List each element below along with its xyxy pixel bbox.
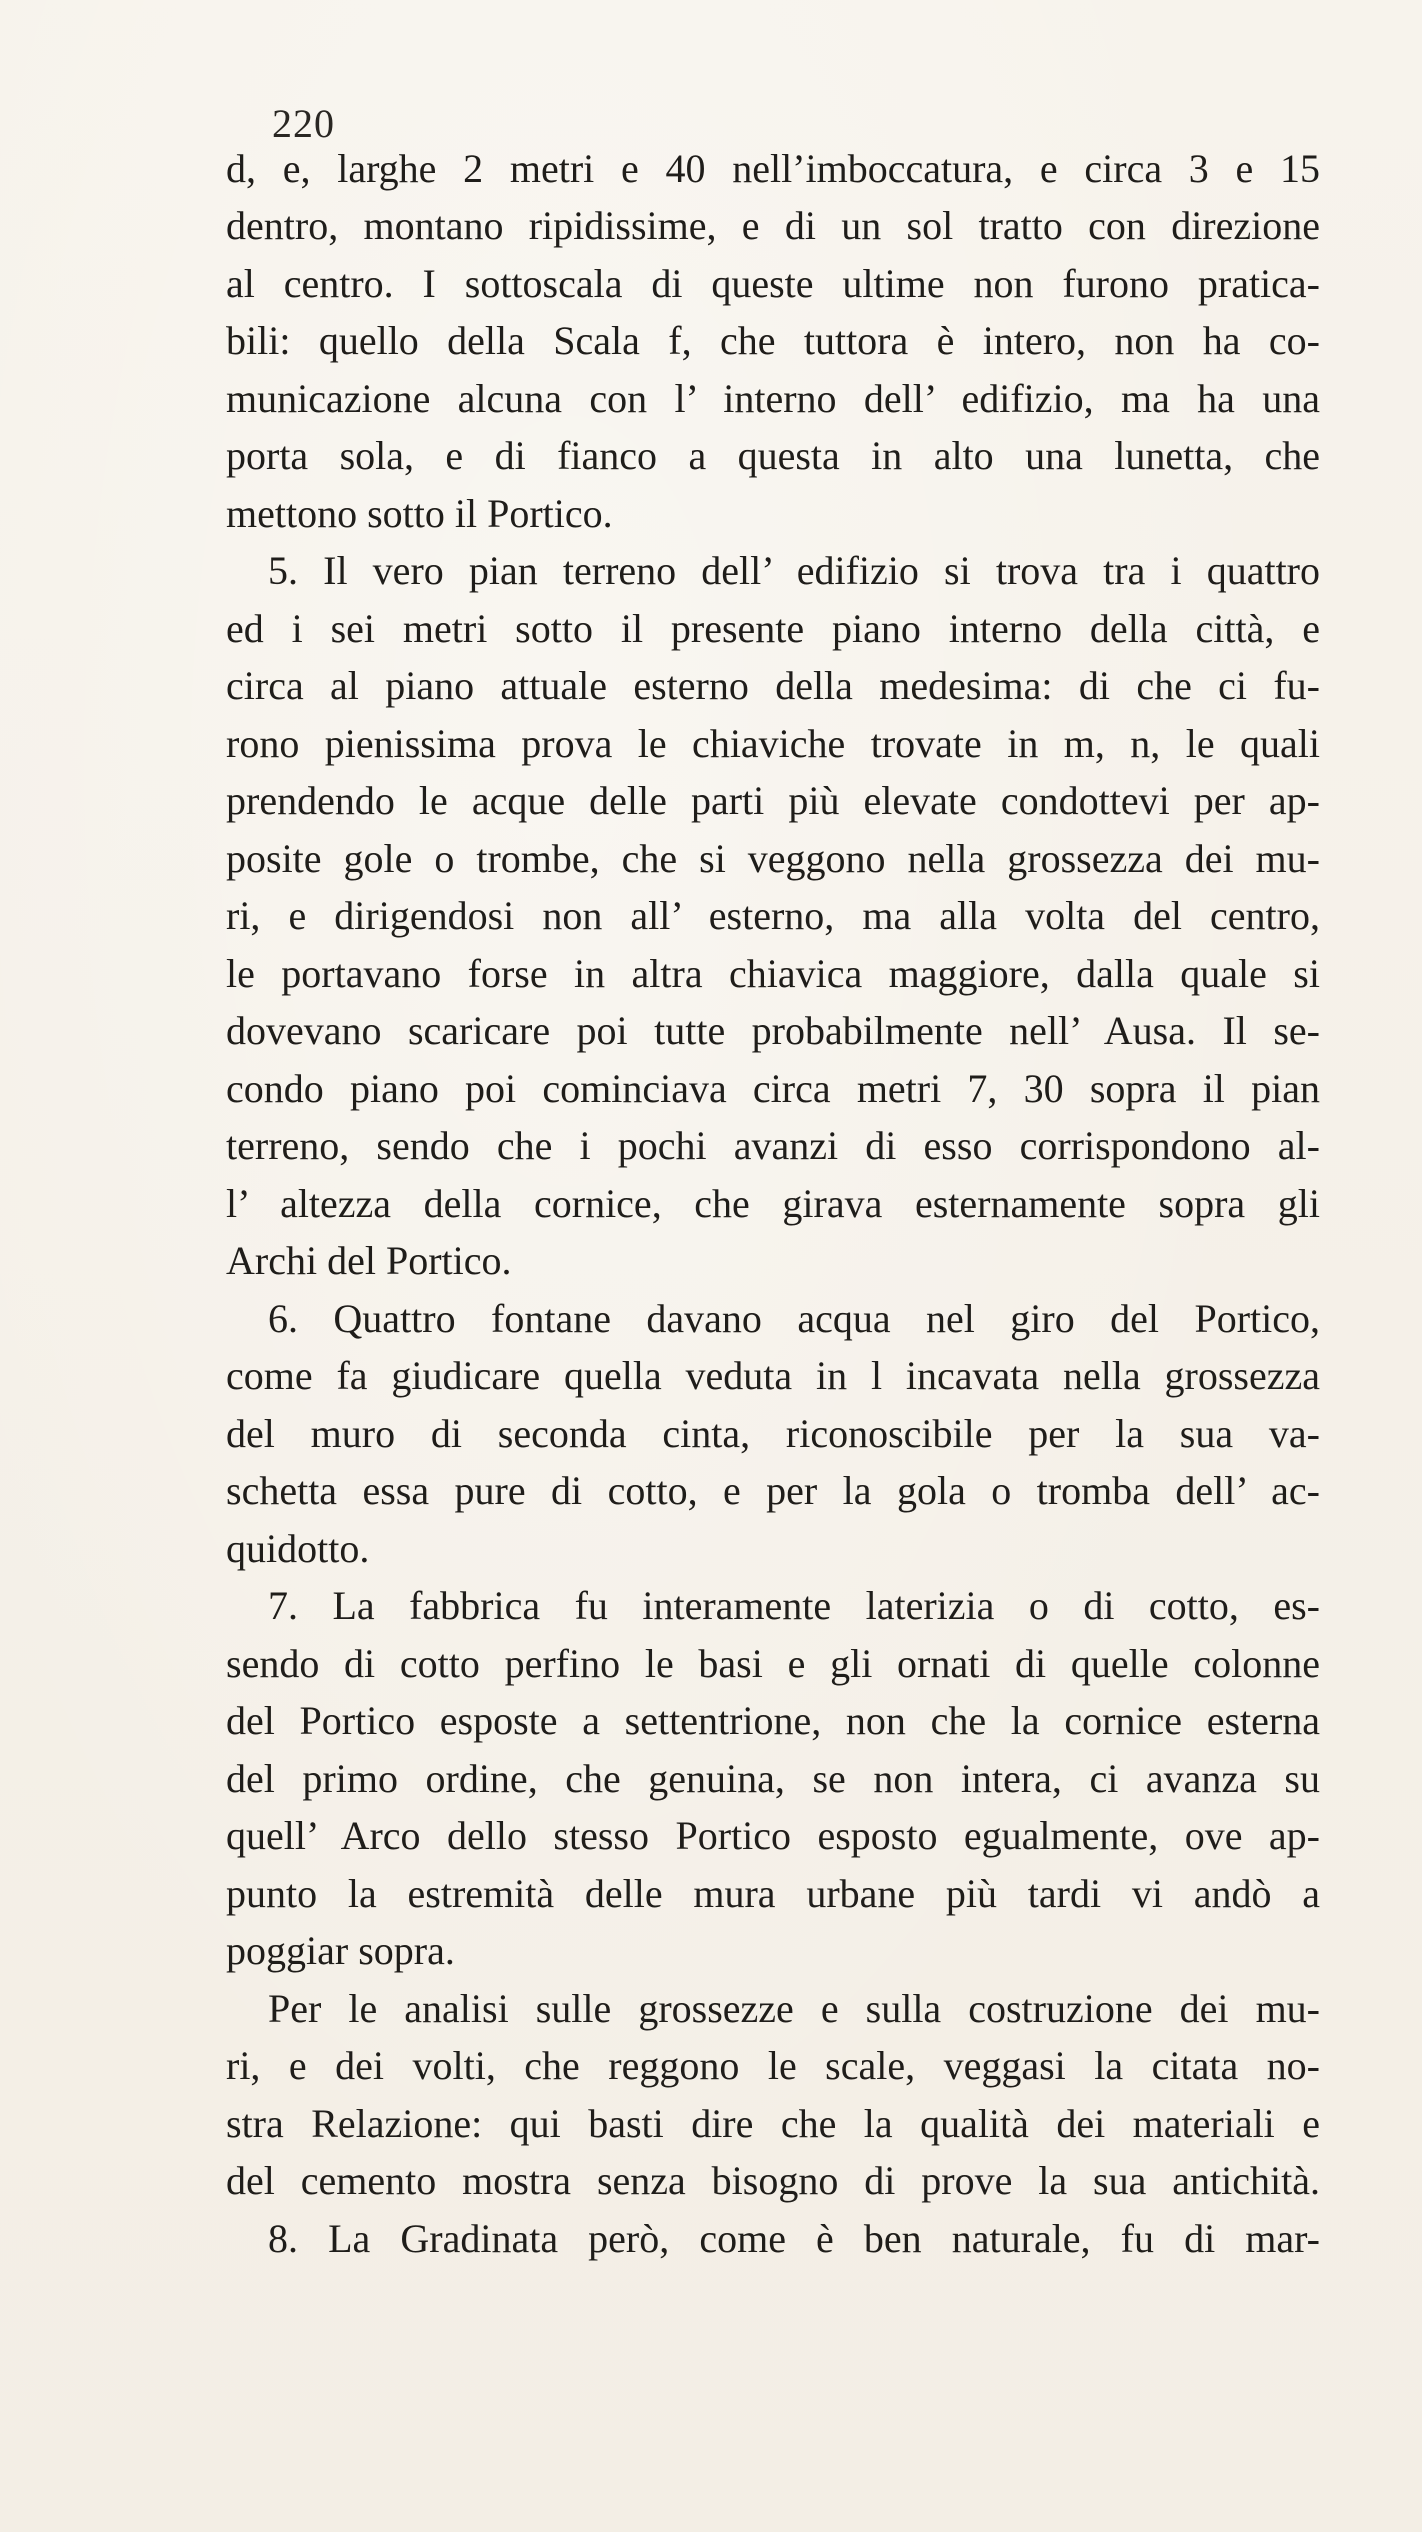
text-line: terreno, sendo che i pochi avanzi di esso corrispondono al-: [226, 1123, 1320, 1168]
text-line: mettono sotto il Portico.: [226, 491, 613, 536]
text-line: circa al piano attuale esterno della medesima: di che ci fu-: [226, 663, 1320, 708]
text-line: stra Relazione: qui basti dire che la qualità dei materiali e: [226, 2101, 1320, 2146]
text-line: condo piano poi cominciava circa metri 7, 30 sopra il pian: [226, 1066, 1320, 1111]
text-line: 8. La Gradinata però, come è ben naturale, fu di mar-: [268, 2216, 1320, 2261]
text-line: del muro di seconda cinta, riconoscibile per la sua va-: [226, 1411, 1320, 1456]
text-line: quidotto.: [226, 1526, 370, 1571]
text-line: porta sola, e di fianco a questa in alto una lunetta, che: [226, 433, 1320, 478]
text-line: ri, e dei volti, che reggono le scale, veggasi la citata no-: [226, 2043, 1320, 2088]
text-line: come fa giudicare quella veduta in l incavata nella grossezza: [226, 1353, 1320, 1398]
text-line: bili: quello della Scala f, che tuttora è intero, non ha co-: [226, 318, 1320, 363]
text-line: del Portico esposte a settentrione, non che la cornice esterna: [226, 1698, 1320, 1743]
text-line: poggiar sopra.: [226, 1928, 455, 1973]
text-line: ed i sei metri sotto il presente piano interno della città, e: [226, 606, 1320, 651]
text-line: municazione alcuna con l’ interno dell’ edifizio, ma ha una: [226, 376, 1320, 421]
text-line: l’ altezza della cornice, che girava esternamente sopra gli: [226, 1181, 1320, 1226]
text-line: le portavano forse in altra chiavica maggiore, dalla quale si: [226, 951, 1320, 996]
text-line: Per le analisi sulle grossezze e sulla costruzione dei mu-: [268, 1986, 1320, 2031]
text-line: 7. La fabbrica fu interamente laterizia o di cotto, es-: [268, 1583, 1320, 1628]
text-line: dentro, montano ripidissime, e di un sol tratto con direzione: [226, 203, 1320, 248]
text-line: del cemento mostra senza bisogno di prove la sua antichità.: [226, 2158, 1320, 2203]
text-line: dovevano scaricare poi tutte probabilmente nell’ Ausa. Il se-: [226, 1008, 1320, 1053]
text-line: 6. Quattro fontane davano acqua nel giro del Portico,: [268, 1296, 1320, 1341]
page-number: 220: [272, 101, 335, 146]
text-line: prendendo le acque delle parti più elevate condottevi per ap-: [226, 778, 1320, 823]
text-line: schetta essa pure di cotto, e per la gola o tromba dell’ ac-: [226, 1468, 1320, 1513]
text-line: punto la estremità delle mura urbane più tardi vi andò a: [226, 1871, 1320, 1916]
text-line: sendo di cotto perfino le basi e gli ornati di quelle colonne: [226, 1641, 1320, 1686]
text-line: d, e, larghe 2 metri e 40 nell’imboccatura, e circa 3 e 15: [226, 146, 1320, 191]
text-line: al centro. I sottoscala di queste ultime non furono pratica-: [226, 261, 1320, 306]
text-line: Archi del Portico.: [226, 1238, 512, 1283]
text-line: rono pienissima prova le chiaviche trovate in m, n, le quali: [226, 721, 1320, 766]
text-line: quell’ Arco dello stesso Portico esposto egualmente, ove ap-: [226, 1813, 1320, 1858]
text-line: del primo ordine, che genuina, se non intera, ci avanza su: [226, 1756, 1320, 1801]
text-line: posite gole o trombe, che si veggono nella grossezza dei mu-: [226, 836, 1320, 881]
text-line: 5. Il vero pian terreno dell’ edifizio si trova tra i quattro: [268, 548, 1320, 593]
text-line: ri, e dirigendosi non all’ esterno, ma alla volta del centro,: [226, 893, 1320, 938]
